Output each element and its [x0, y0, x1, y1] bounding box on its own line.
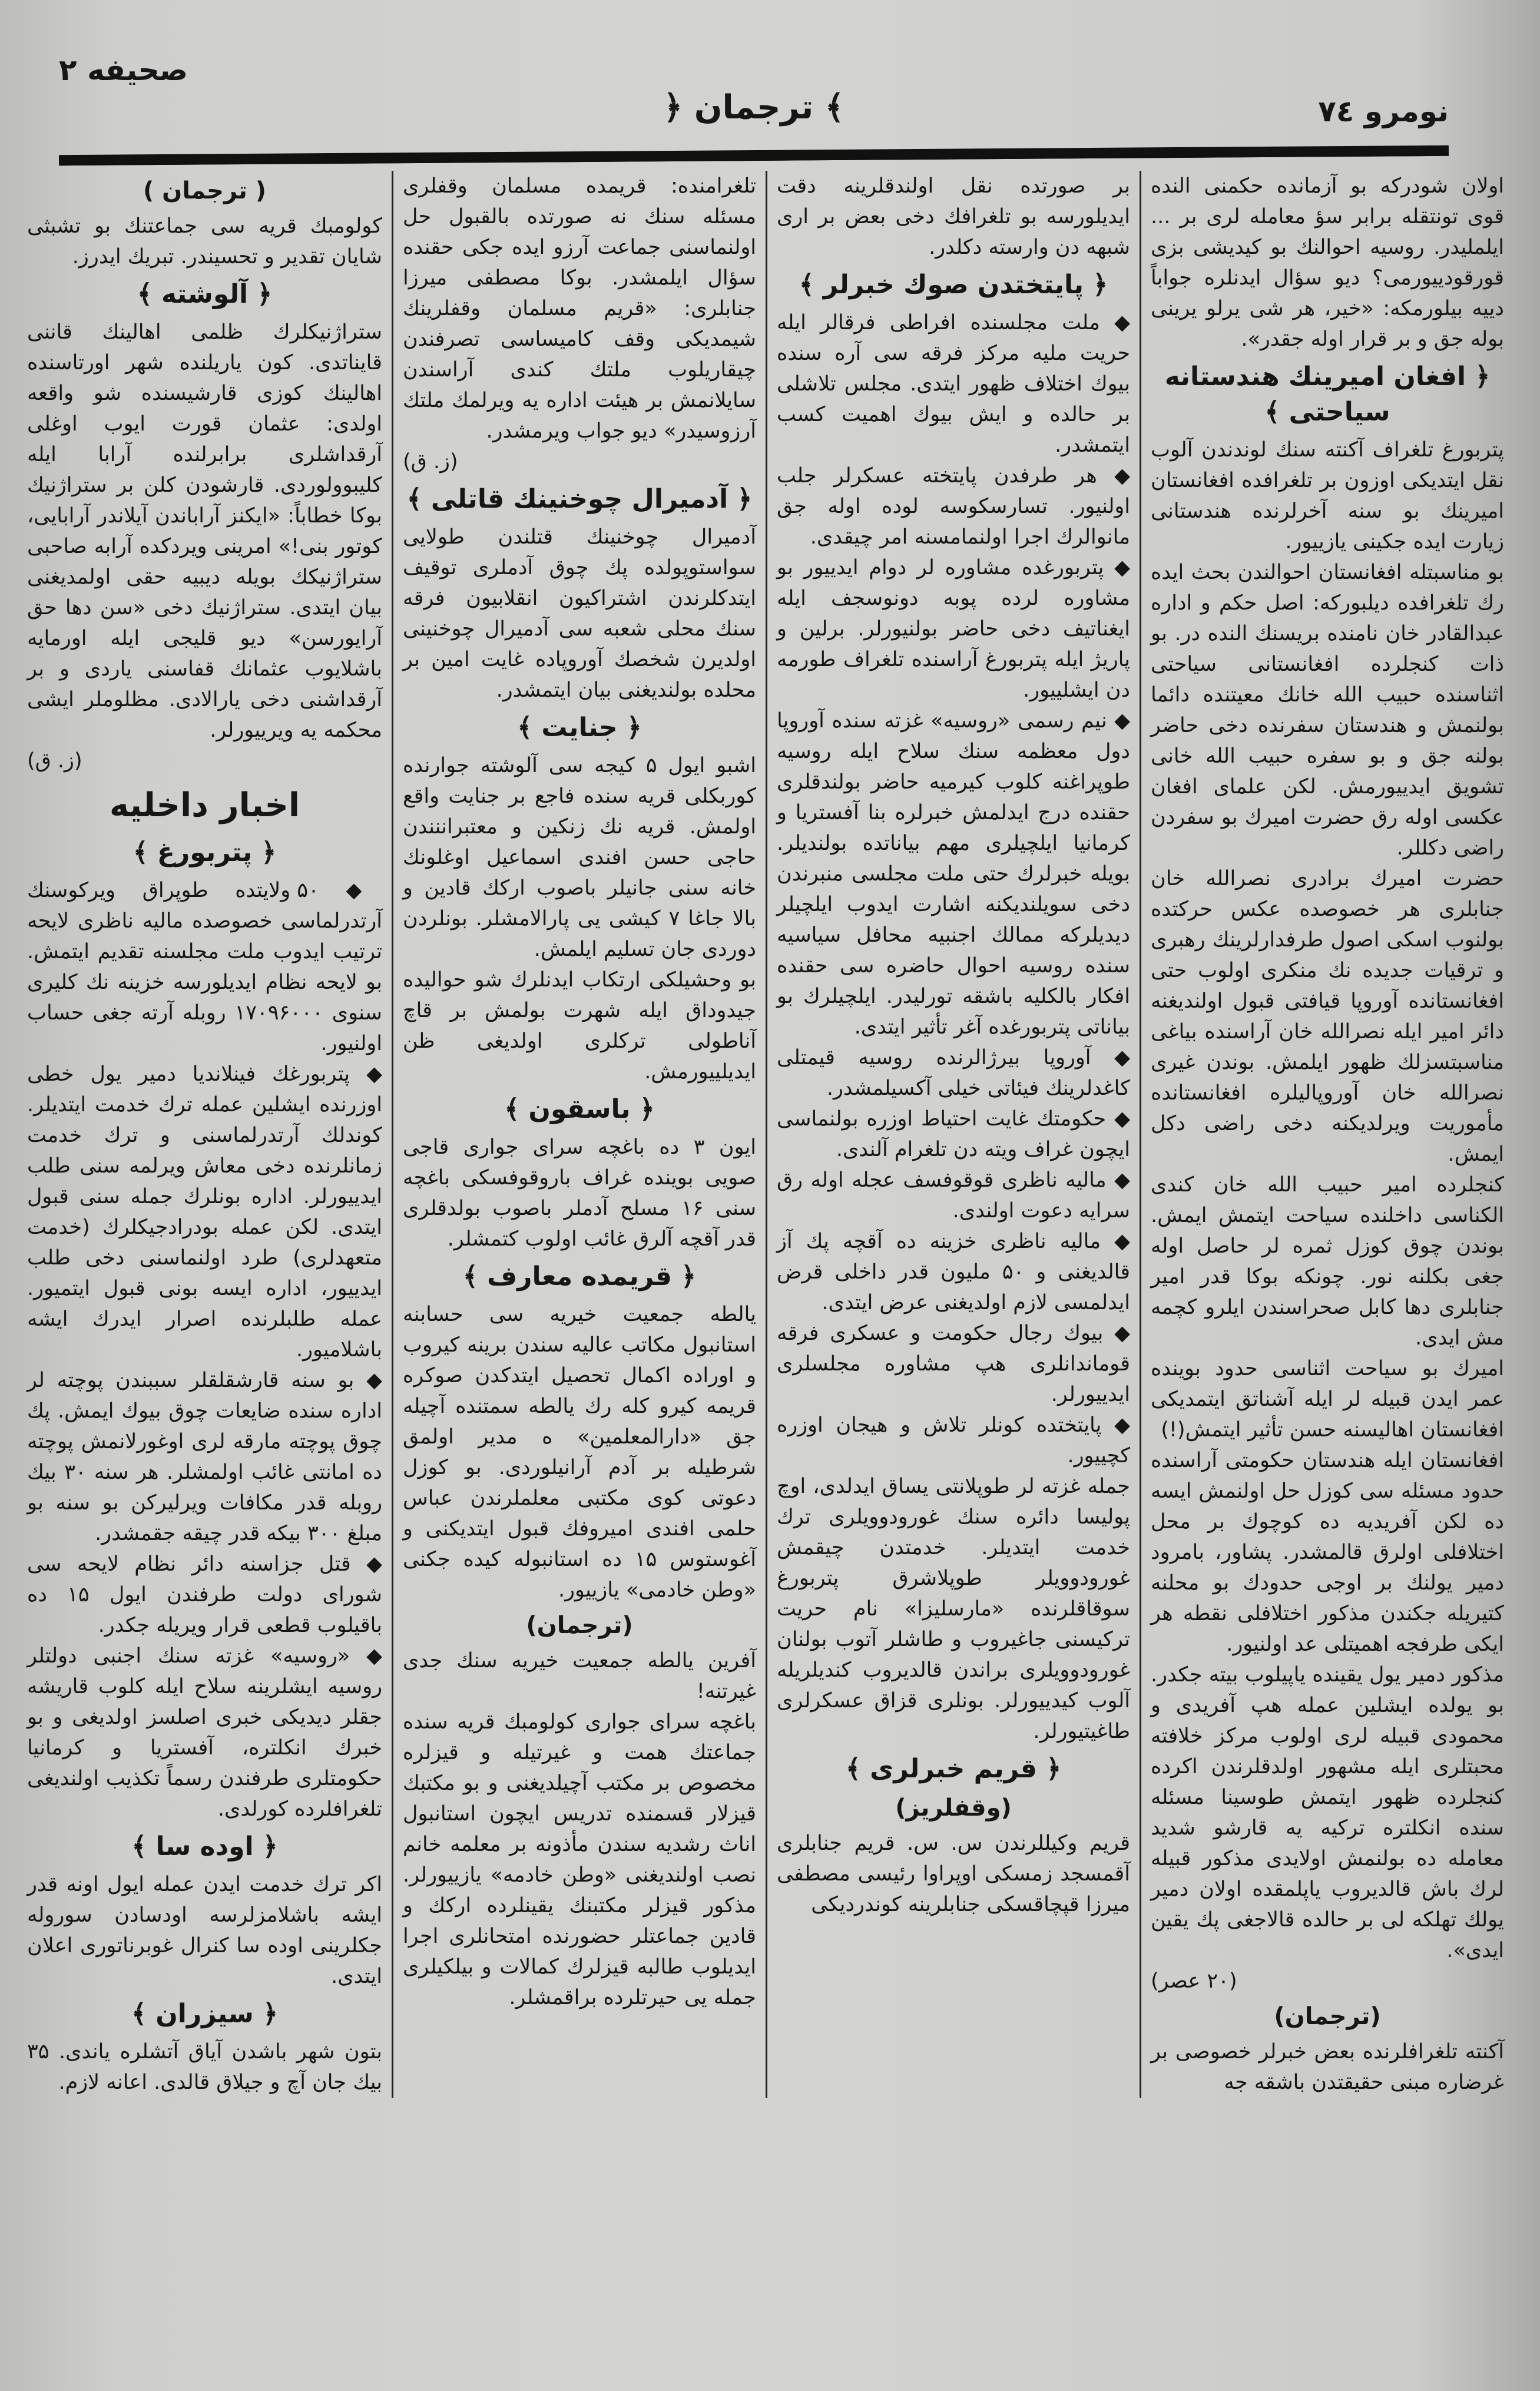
article-paragraph: آفرین یالطه جمعیت خیریه سنك جدی غیرتنه! [403, 1649, 756, 1703]
article-paragraph: اشبو ایول ۵ کیجه سی آلوشته جوارنده کوربکلی قریه سنده فاجع بر جنایت واقع اولمش. قریه نك زنکین و معتبراننندن حاجی حسن افندی اسماعیل اوغلونك خانه سنی جانیلر باصوب ارکك قادین و بالا جاغا ۷ کیشی یی پارالامشلر. بونلردن دوردی جان تسلیم ایلمش. [403, 754, 757, 961]
article-paragraph: ◆ «روسیه» غزته سنك اجنبی دولتلر روسیه ایشلرینه سلاح ایله کلوب قاریشه جقلر دیدیکی خبری اصلسز اولدیغی و بو خبرك انکلتره، آفستریا و کرمانیا حکومتلری طرفندن رسماً تکذیب اولندیغی تلغرافلرده کورلدی. [27, 1644, 382, 1821]
section-heading: ﴿ سیزران ﴾ [131, 1999, 278, 2029]
section-heading: ﴿ افغان امیرینك هندستانه سیاحتی ﴾ [1164, 362, 1491, 427]
section-heading: ﴿ پایتختدن صوك خبرلر ﴾ [799, 270, 1108, 300]
article-paragraph: پتربورغ تلغراف آکنته سنك لوندندن آلوب نقل ایتدیکی اوزون بر تلغرافده افغانستان امیرینك بو سنه آخرلرنده هندستانی زیارت ایده جکینی یازییور. [1151, 438, 1504, 554]
source-signature: (ز. ق) [27, 749, 82, 773]
section-heading: اخبار داخلیه [109, 786, 300, 824]
article-paragraph: ◆ پایتختده کونلر تلاش و هیجان اوزره کچییور. [777, 1413, 1130, 1468]
section-heading: (ترجمان) [1274, 2003, 1381, 2030]
section-heading: ﴿ جنایت ﴾ [517, 713, 642, 743]
article-paragraph: قریم وکیللرندن س. س. قریم جنابلری آقمسجد زمسکی اوپراوا رئیسی مصطفی میرزا قپچاقسکی جنابلرینه کوندردیکی [777, 1832, 1130, 1916]
article-paragraph: بتون شهر باشدن آیاق آتشلره یاندی. ۳۵ بیك جان آچ و جیلاق قالدی. اعانه لازم. [27, 2040, 382, 2094]
section-heading: (ترجمان) [526, 1612, 633, 1639]
article-paragraph: مذکور دمیر یول یقینده یاپیلوب بیته جکدر. بو یولده ایشلین عمله هپ آفریدی و محمودی قبیله لری اولوب مرکز خلافته محبتلری ایله مشهور اولدقلرندن اکرده کنجلرده ظهور ایتمش طوسینا مسئله سنده انکلتره ترکیه یه قارشو شدید معامله ده بولنمش اولایدی مذکور قبیله لرك باش قالدیروب یاپلمقده اولان دمیر یولك تهلکه لی بر حالده قالاجغی پك یقین ایدی». [1151, 1663, 1504, 1962]
section-heading: ﴿ آدمیرال چوخنینك قاتلی ﴾ [406, 484, 753, 514]
article-paragraph: ◆ هر طرفدن پایتخته عسکرلر جلب اولنیور. تسارسکوسه لوده اوله جق مانوالرك اجرا اولنمامسنه امر چیقدی. [777, 464, 1130, 549]
article-paragraph: افغانستان ایله هندستان حکومتی آراسنده حدود مسئله سی کوزل حل اولنمش ایسه ده لکن آفریدیه ده کوچوك بر محل اختلافلی اولرق قالمشدر. پشاور، بامرود دمیر یولنك بر اوجی حدودك بو محلنه کتیریله جکندن مذکور اختلافلی نقطه هر ایکی طرفجه اهمیتلی عد اولنیور. [1151, 1449, 1504, 1656]
article-paragraph: ◆ پتربورغده مشاوره لر دوام ایدییور بو مشاوره لرده پوبه دونوسجف ایله ایغناتیف دخی حاضر بولنیورلر. برلین و پاریژ ایله پتربورغ آراسنده تلغراف طورمه دن ایشلییور. [777, 556, 1130, 702]
article-paragraph: ◆ آوروپا بیرژالرنده روسیه قیمتلی کاغدلرینك فیئاتی خیلی آکسیلمشدر. [777, 1046, 1130, 1100]
column-1 [1140, 171, 1513, 2098]
section-heading: ﴿ قریم خبرلری ﴾ [846, 1754, 1061, 1784]
article-paragraph: امیرك بو سیاحت اثناسی حدود بوینده عمر ایدن قبیله لر ایله آشناتق ایتمدیکی افغانستان اهالیسنه حسن تأثیر ایتمش(!) [1151, 1357, 1504, 1442]
section-heading: ( ترجمان ) [143, 177, 267, 204]
source-signature: (۲۰ عصر) [1151, 1969, 1237, 1993]
article-paragraph: ◆ مالیه ناظری قوقوفسف عجله اوله رق سرایه دعوت اولندی. [777, 1168, 1130, 1223]
article-paragraph: حضرت امیرك برادری نصرالله خان جنابلری هر خصوصده عکس حرکتده بولنوب اسکی اصول طرفدارلرینك رهبری و ترقیات جدیده نك منکری اولوب حتی افغانستانده آوروپا قیافتی قبول اولندیغنه دائر امیر ایله نصرالله خان آراسنده بیاغی مناسبتسزلك ظهور ایلمش. بوندن غیری نصرالله خان آوروپالیلره افغانستانده مأموریت ویرلدیکنه دخی راضی دکل ایمش. [1151, 867, 1504, 1166]
source-signature: (ز. ق) [403, 450, 458, 473]
article-paragraph: آکنته تلغرافلرنده بعض خبرلر خصوصی بر غرضاره مبنی حقیقتدن باشقه جه [1151, 2040, 1504, 2094]
article-paragraph: کولومبك قریه سی جماعتنك بو تشبثی شایان تقدیر و تحسیندر. تبریك ایدرز. [27, 214, 382, 269]
masthead [59, 53, 1449, 153]
section-heading: ﴿ پتربورغ ﴾ [133, 837, 277, 867]
article-paragraph: ◆ بو سنه قارشقلقلر سببندن پوچته لر اداره سنده ضایعات چوق بیوك ایمش. پك چوق پوچته مارقه لری اوغورلانمش پوچته ده امانتی غائب اولمشلر. هر سنه ۳۰ بیك روبله قدر مکافات ویرلیرکن بو سنه بو مبلغ ۳۰۰ بیکه قدر چیقه جقمشدر. [27, 1369, 382, 1545]
section-heading: ﴿ اوده سا ﴾ [131, 1832, 278, 1862]
columns [18, 171, 1513, 2098]
article-paragraph: ◆ بیوك رجال حکومت و عسکری فرقه قوماندانلری هپ مشاوره مجلسلری ایدییورلر. [777, 1322, 1130, 1406]
column-4 [18, 171, 392, 2098]
article-paragraph: آدمیرال چوخنینك قتلندن طولایی سواستوپولده پك چوق آدملری توقیف ایتدکلرندن اشتراکیون انقلابیون فرقه سنك محلی شعبه سی آدمیرال چوخنینی اولدیرن شخصك آوروپاده غایت امین بر محلده بولندیغنی بیان ایتمشدر. [403, 525, 756, 702]
article-paragraph: ◆ قتل جزاسنه دائر نظام لایحه سی شورای دولت طرفندن ایول ۱۵ ده باقیلوب قطعی قرار ویریله جکدر. [27, 1552, 382, 1637]
article-paragraph: بر صورتده نقل اولندقلرینه دقت ایدیلورسه بو تلغرافك دخی بعض بر اری شبهه دن وارسته دکلدر. [777, 174, 1130, 259]
article-paragraph: ◆ پتربورغك فینلاندیا دمیر یول خطی اوزرنده ایشلین عمله ترك خدمت ایتدیلر. کوندلك آرتدرلماسنی و ترك خدمت زمانلرنده دخی معاش ویرلمه سنی طلب ایدییورلر. اداره بونلرك جمله سنی قبول ایتدی. لکن عمله بودرادجیکلرك (خدمت متعهدلری) طرد اولنماسنی دخی طلب ایدییور، اداره ایسه بونی قبول ایتمیور. عمله طلبلرنده اصرار ایدرك ایشه باشلامیور. [27, 1062, 382, 1362]
section-heading: ﴿ قریمده معارف ﴾ [462, 1261, 697, 1291]
article-paragraph: تلغرامنده: قریمده مسلمان وقفلری مسئله سنك نه صورتده بالقبول حل اولنماسنی جماعت آرزو ایده جکی حقنده سؤال ایلمشدر. بوکا مصطفی میرزا جنابلری: «قریم مسلمان وقفلرینك شیمدیکی وقف کامیساسی تصرفندن چیقاریلوب ملتك کندی آراسندن سایلانمش بر هیئت اداره یه ویرلمك ملتك آرزوسیدر» دیو جواب ویرمشدر. [403, 174, 756, 443]
article-paragraph: ◆ حکومتك غایت احتیاط اوزره بولنماسی ایچون غراف ویته دن تلغرام آلندی. [777, 1107, 1130, 1161]
column-3 [392, 171, 766, 2098]
article-paragraph: یالطه جمعیت خیریه سی حسابنه استانبول مکاتب عالیه سندن برینه کیروب و اوراده اکمال تحصیل ایتدکدن صوکره قریمه کیرو کله رك یالطه سمتنده آچیله جق «دارالمعلمین» ه مدیر اولمق شرطیله بر آدم آرانیلوردی. بو کوزل دعوتی کوی مکتبی معلملرندن عباس حلمی افندی امیروفك قبول ایتدیکنی و آغوستوس ۱۵ ده استانبوله کیده جکنی «وطن خادمی» یازییور. [403, 1303, 756, 1602]
article-paragraph: اولان شودرکه بو آزمانده حکمنی النده قوی تونتقله برابر سؤ معامله لری بر ... ایلملیدر. روسیه احوالنك بو کیدیشی بزی قورقودییورمی؟ دیو سؤال ایدنلره جواباً دییه بیلورمکه: «خیر، هر شی یرلو یرینی بوله جق و بر قرار اوله جقدر». [1151, 174, 1504, 351]
article-paragraph: ایون ۳ ده باغچه سرای جواری قاجی صویی بوینده غراف باروقوفسکی باغچه سنی ۱۶ مسلح آدملر باصوب بولدقلری قدر آقچه آلرق غائب اولوب کتمشلر. [403, 1135, 756, 1251]
column-2 [766, 171, 1140, 2098]
article-paragraph: باغچه سرای جواری کولومبك قریه سنده جماعتك همت و غیرتیله و قیزلره مخصوص بر مکتب آچیلدیغنی و بو مکتبك قیزلار قسمنده تدریس ایچون استانبول اناث رشدیه سندن مأذونه بر معلمه خانم نصب اولندیغنی «وطن خادمه» یازییورلر. مذکور قیزلر مکتبنك یقینلرده ارکك و قادین جماعتلر حضورنده امتحانلری اجرا ایدیلوب طالبه قیزلرك کمالات و بیلکیلری جمله یی حیرتلرده براقمشلر. [403, 1710, 756, 2009]
page-number: صحیفه ۲ [59, 53, 188, 87]
section-heading: ﴿ آلوشته ﴾ [137, 279, 273, 309]
article-paragraph: اکر ترك خدمت ایدن عمله ایول اونه قدر ایشه باشلامزلرسه اودسادن سوروله جکلرینی اوده سا کنرال غوبرناتوری اعلان ایتدی. [27, 1873, 382, 1988]
article-paragraph: ستراژنیکلرك ظلمی اهالینك قاننی قایناتدی. کون یاریلنده شهر اورتاسنده اهالینك کوزی قارشیسنده شو واقعه اولدی: عثمان قورت ایوب اوغلی آرقداشلری برابرلنده آرابا ایله کلیبوولوردی. قارشودن کلن بر ستراژنیك بوکا خطاباً: «ایکنز آراباندن آیلاندر آرابایی، کوتور بنی!» امرینی ویردکده آرابه صاحبی ستراژنیکك بویله دیبیه حقی اولمدیغنی بیان ایتدی. ستراژنیك دخی «سن دها حق آرایورسن» دیو قلیجی ایله اورمایه باشلایوب عثمانك قفاسنی یاردی و بر آرقداشنی دخی یارالادی. مظلوملر ایشی محکمه یه ویرییورلر. [27, 320, 382, 742]
newspaper-title: ﴾ ترجمان ﴿ [663, 88, 844, 127]
section-heading: (وقفلریز) [895, 1794, 1012, 1822]
article-paragraph: ◆ ملت مجلسنده افراطی فرقالر ایله حریت ملیه مرکز فرقه سی آره سنده بیوك اختلاف ظهور ایتدی. مجلس تلاشلی بر حالده و ایش بیوك اهمیت کسب ایتمشدر. [777, 311, 1130, 457]
article-paragraph: بو مناسبتله افغانستان احوالندن بحث ایده رك تلغرافده دیلبورکه: اصل حکم و اداره عبدالقادر خان نامنده بریسنك النده در. بو ذات کنجلرده افغانستانی سیاحتی اثناسنده حبیب الله خانك معیتنده دائما بولنمش و هندستان سفرنده دخی حاضر بولنه جق و بو سفره حبیب الله خانی تشویق ایدییورمش. لکن علمای افغان عکسی اوله رق حضرت امیرك بو سفردن راضی دکللر. [1151, 561, 1504, 860]
article-paragraph: ◆ نیم رسمی «روسیه» غزته سنده آوروپا دول معظمه سنك سلاح ایله روسیه طوپراغنه کلوب کیرمیه حاضر بولندقلری حقنده درج ایدلمش خبرلره بنا آفستریا و کرمانیا ایلچیلری مهم بیاناتده بولندیلر. بویله خبرلرك حتی ملت مجلسی منبرندن دخی سویلندیکنه اشارت ایدوب ایلچیلر دیدیلرکه ممالك اجنبیه محافل سیاسیه سنده روسیه احوال حاضره سی حقنده افکار بالکلیه باشقه تورلیدر. ایلچیلرك بو بیاناتی پتربورغده آغر تأثیر ایتدی. [777, 709, 1130, 1039]
issue-number: نومرو ۷٤ [1318, 94, 1449, 128]
article-paragraph: ◆ ۵۰ ولایتده طوپراق ویرکوسنك آرتدرلماسی خصوصده مالیه ناظری لایحه ترتیب ایدوب ملت مجلسنه تقدیم ایتمش. بو لایحه نظام ایدیلورسه خزینه نك کلیری سنوی ۱۷۰۹۶۰۰۰ روبله آرته جغی حساب اولنیور. [27, 879, 382, 1055]
article-paragraph: بو وحشیلکی ارتکاب ایدنلرك شو حوالیده جیدوداق ایله شهرت بولمش بر قاچ آناطولی ترکلری اولدیغی ظن ایدیلییورمش. [403, 968, 756, 1084]
section-heading: ﴿ باسقون ﴾ [504, 1094, 655, 1124]
article-paragraph: کنجلرده امیر حبیب الله خان کندی الکناسی داخلنده سیاحت ایتمش ایمش. بوندن چوق کوزل ثمره لر حاصل اوله جغی بکلنه نور. چونکه بوکا قدر امیر جنابلری دها کابل صحراسندن ایلرو کچمه مش ایدی. [1151, 1173, 1504, 1350]
article-paragraph: ◆ مالیه ناظری خزینه ده آقچه پك آز قالدیغنی و ۵۰ ملیون قدر داخلی قرض ایدلمسی لازم اولدیغنی عرض ایتدی. [777, 1230, 1131, 1314]
article-paragraph: جمله غزته لر طوپلانتی یساق ایدلدی، اوچ پولیسا دائره سنك غورودوویلری ترك خدمت ایتدیلر. خدمتدن چیقمش غورودوویلر طوپلاشرق پتربورغ سوقاقلرنده «مارسلیزا» نام حریت ترکیسنی جاغیروب و طاشلر آتوب بولنان غورودوویلری براندن قالدیروب کندیلریله آلوب کیدییورلر. بونلری قزاق عسکرلری طاغیتیورلر. [777, 1475, 1130, 1743]
